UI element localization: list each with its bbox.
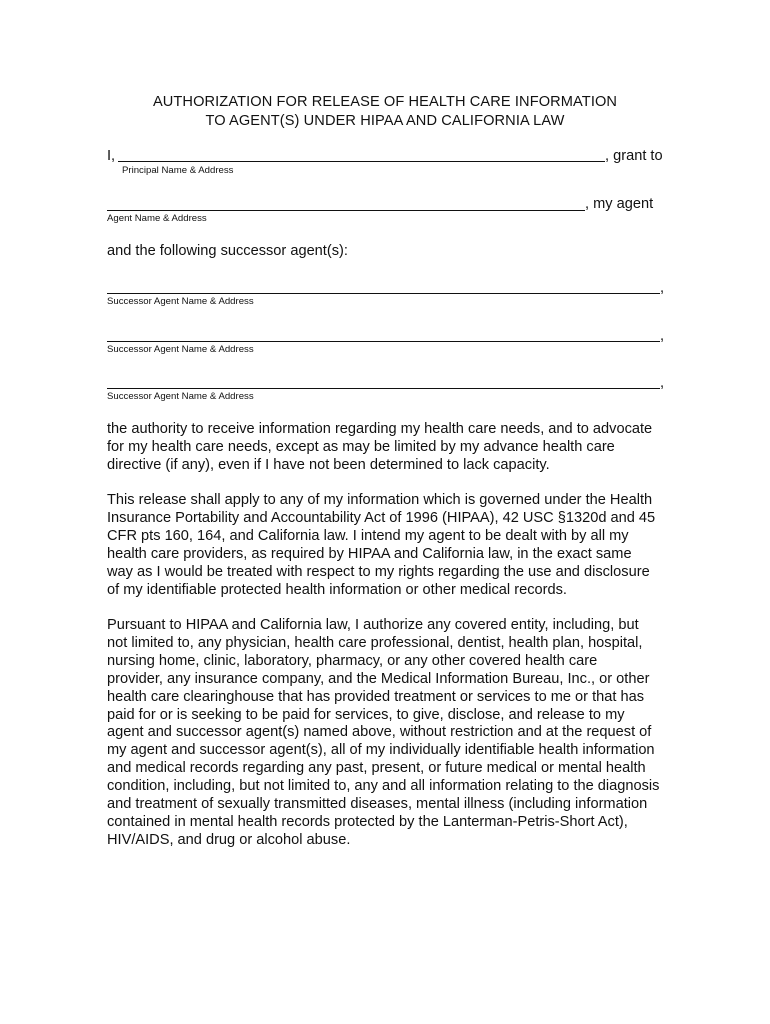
principal-prefix: I, [107,148,116,164]
authorization-paragraph [107,617,679,850]
principal-name-field[interactable] [118,161,605,162]
paragraph-line: provider, any insurance company, and the Medical Information Bureau, Inc., or other [107,670,650,687]
successor-agent-field-3[interactable] [107,388,660,389]
paragraph-line: This release shall apply to any of my information which is governed under the Health [107,492,653,508]
paragraph-line: and medical records regarding any past, present, or future medical or mental health [107,760,646,777]
successor-intro-text: and the following successor agent(s): [107,243,348,259]
successor-agent-label-1: Successor Agent Name & Address [107,296,254,307]
paragraph-line: health care providers, as required by HIPAA and California law, in the exact same [107,545,632,562]
paragraph-line: health care clearinghouse that has provided treatment or services to me or that has [107,688,645,705]
authority-paragraph [107,421,679,475]
paragraph-line: for my health care needs, except as may be limited by my advance health care [107,438,615,455]
paragraph-line: not limited to, any physician, health care professional, dentist, health plan, hospital, [107,634,643,651]
successor-agent-comma-3: , [660,375,665,391]
paragraph-line: agent and successor agent(s) named above, without restriction and at the request of [107,724,652,741]
agent-field-label: Agent Name & Address [107,213,207,224]
paragraph-line: nursing home, clinic, laboratory, pharmacy, or any other covered health care [107,652,598,669]
paragraph-line: HIV/AIDS, and drug or alcohol abuse. [107,831,351,848]
successor-agent-field-2[interactable] [107,341,660,342]
principal-suffix: , grant to [605,148,663,164]
paragraph-line: Pursuant to HIPAA and California law, I authorize any covered entity, including, but [107,617,639,633]
paragraph-line: of my identifiable protected health information or other medical records. [107,581,567,598]
successor-agent-field-1[interactable] [107,293,660,294]
agent-suffix: , my agent [585,196,654,212]
paragraph-line: my agent and successor agent(s), all of my individually identifiable health information [107,742,655,759]
principal-field-label: Principal Name & Address [122,165,234,176]
successor-agent-label-2: Successor Agent Name & Address [107,344,254,355]
agent-name-field[interactable] [107,210,585,211]
successor-agent-comma-2: , [660,328,665,344]
release-scope-paragraph [107,492,679,599]
paragraph-line: paid for or is seeking to be paid for services, to give, disclose, and release to my [107,706,625,723]
paragraph-line: condition, including, but not limited to, any and all information relating to the diagnosis [107,778,660,795]
successor-agent-label-3: Successor Agent Name & Address [107,391,254,402]
successor-agent-comma-1: , [660,280,665,296]
paragraph-line: and treatment of sexually transmitted diseases, mental illness (including information [107,796,648,813]
document-title-line-2: TO AGENT(S) UNDER HIPAA AND CALIFORNIA LAW [205,113,565,129]
paragraph-line: the authority to receive information regarding my health care needs, and to advocate [107,421,653,437]
document-title-line-1: AUTHORIZATION FOR RELEASE OF HEALTH CARE INFORMATION [152,94,618,110]
paragraph-line: directive (if any), even if I have not been determined to lack capacity. [107,456,550,473]
paragraph-line: contained in mental health records protected by the Lanterman-Petris-Short Act), [107,813,628,830]
paragraph-line: CFR pts 160, 164, and California law. I intend my agent to be dealt with by all my [107,527,629,544]
paragraph-line: way as I would be treated with respect to my rights regarding the use and disclosure [107,563,650,580]
paragraph-line: Insurance Portability and Accountability Act of 1996 (HIPAA), 42 USC §1320d and 45 [107,509,656,526]
